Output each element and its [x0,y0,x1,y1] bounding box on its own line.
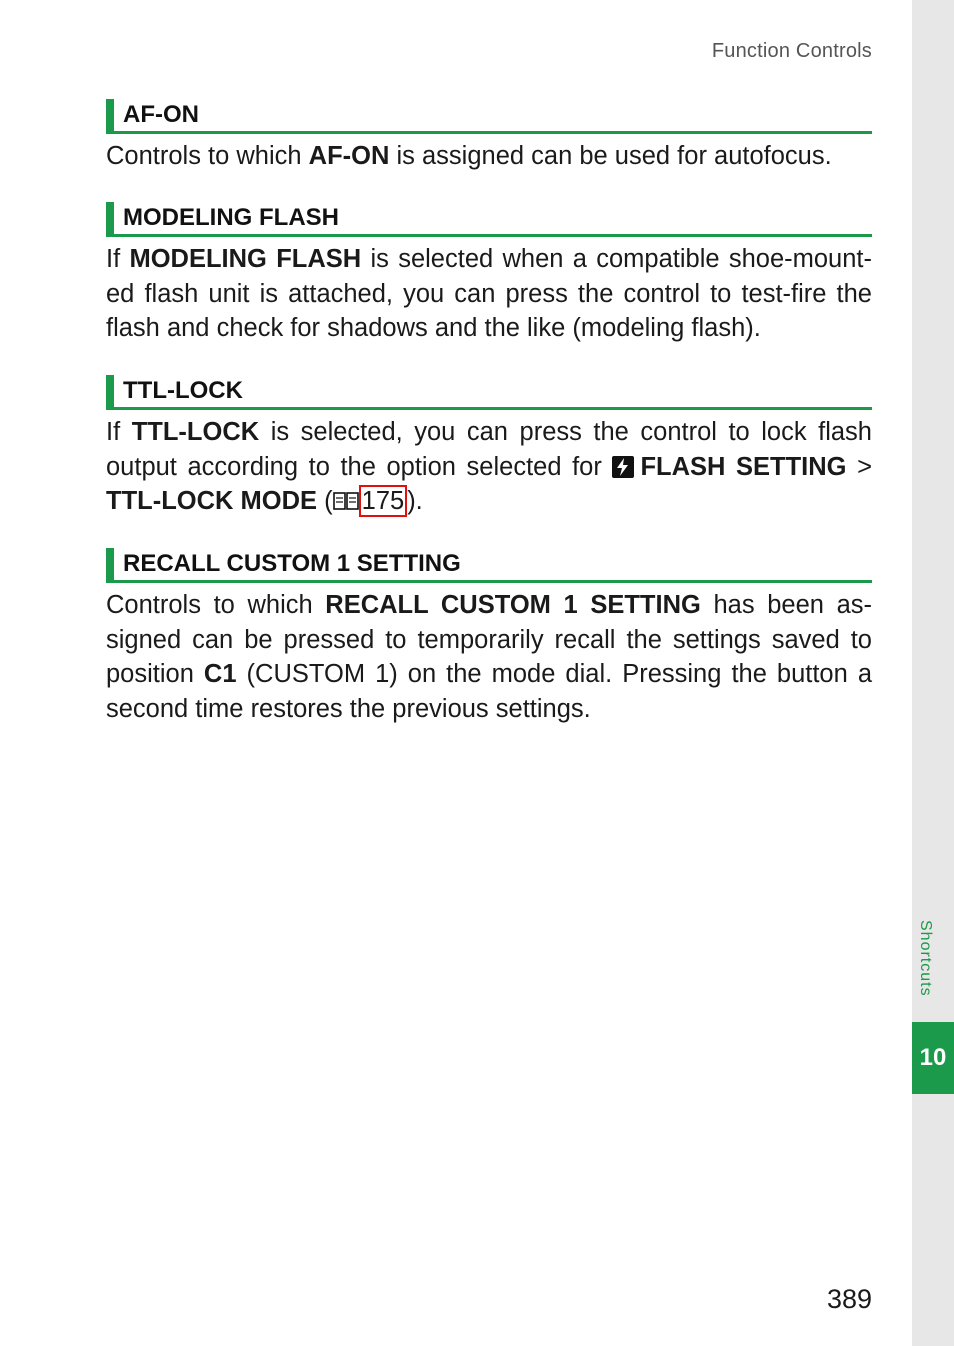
section-heading-ttl-lock: TTL-LOCK [106,375,872,410]
text-run: If [106,245,130,273]
custom-mode-glyph: C1 [203,660,237,688]
book-icon [333,491,359,511]
chapter-label: Shortcuts [917,920,934,997]
text-run: Controls to which [106,591,326,619]
text-run: is selected, you can press the control to lock flash output according to the option selected for [106,418,872,481]
page-number: 389 [826,1284,872,1314]
chapter-tab[interactable]: 10 [912,1022,954,1094]
section-heading-af-on: AF-ON [106,99,872,134]
text-run: is selected when a compatible shoe-mount-ed flash unit is attached, you can press the control to test-fire the flash and check for shadows and the like (modeling flash). [106,245,872,342]
section-paragraph-modeling-flash [106,242,872,346]
bold-term: TTL-LOCK MODE [106,487,318,515]
text-run: ). [407,487,423,515]
chapter-sidebar [912,0,954,1346]
text-run: has been as-signed can be pressed to temporarily recall the settings saved to position [106,591,872,688]
text-run: > [846,452,872,481]
text-run: (CUSTOM 1) on the mode dial. Pressing the button a second time restores the previous settings. [106,660,872,723]
section-heading-recall-custom-1-setting: RECALL CUSTOM 1 SETTING [106,548,872,583]
bold-term: TTL-LOCK [131,418,260,446]
bold-term: MODELING FLASH [129,245,362,273]
section-paragraph-ttl-lock [106,415,872,519]
running-title: Function Controls [711,40,872,62]
text-run: Controls to which [106,142,309,170]
section-heading-modeling-flash: MODELING FLASH [106,202,872,237]
text-run: If [106,418,132,446]
bold-term: RECALL CUSTOM 1 SETTING [325,591,701,619]
section-paragraph-af-on [106,139,872,174]
text-run: ( [317,487,333,515]
section-paragraph-recall-custom-1 [106,588,872,726]
page-reference-link[interactable]: 175 [359,485,408,517]
flash-icon [612,456,634,478]
text-run: is assigned can be used for autofocus. [389,142,832,170]
bold-term: AF-ON [308,142,390,170]
bold-term: FLASH SETTING [640,452,847,481]
